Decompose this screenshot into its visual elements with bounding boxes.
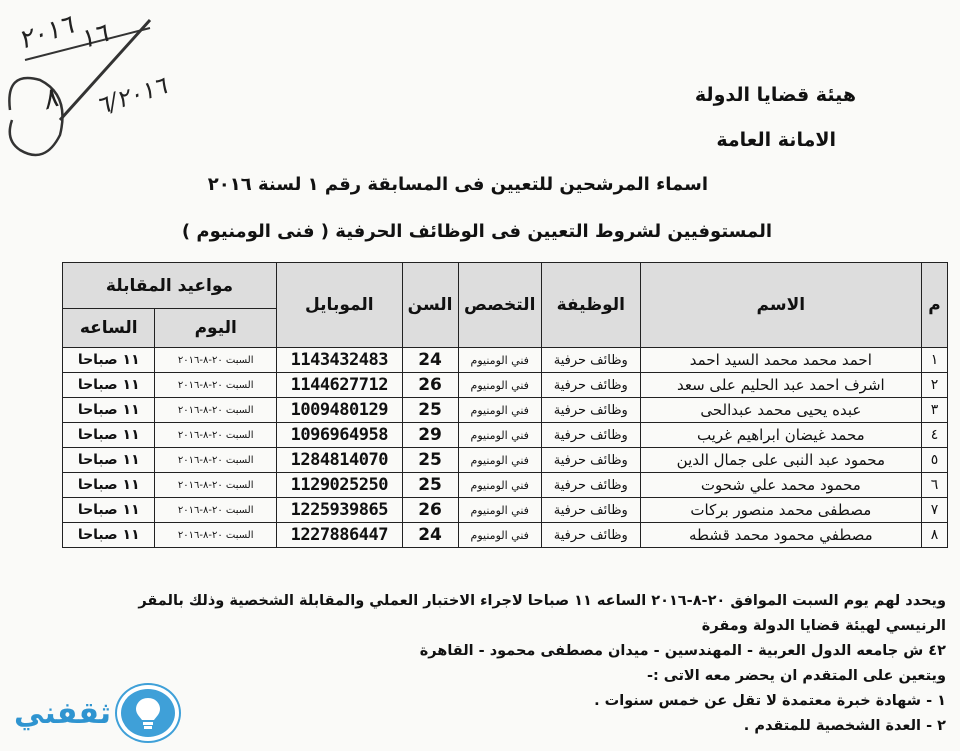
cell-mobile: 1143432483 [276, 348, 402, 373]
cell-name: محمود عبد النبى على جمال الدين [640, 448, 921, 473]
cell-num: ١ [922, 348, 948, 373]
cell-mobile: 1284814070 [276, 448, 402, 473]
cell-num: ٧ [922, 498, 948, 523]
cell-age: 25 [402, 398, 458, 423]
cell-day: السبت ٢٠-٨-٢٠١٦ [155, 473, 277, 498]
note-line-4: ويتعين على المتقدم ان يحضر معه الاتى :- [646, 668, 946, 684]
table-row [63, 473, 948, 498]
cell-spec: فني الومنيوم [458, 473, 541, 498]
cell-name: محمود محمد علي شحوت [640, 473, 921, 498]
cell-day: السبت ٢٠-٨-٢٠١٦ [155, 348, 277, 373]
header-name: الاسم [640, 263, 921, 348]
table-row [63, 423, 948, 448]
cell-time: ١١ صباحا [63, 498, 155, 523]
logo-text: ثقفني [14, 695, 112, 731]
cell-day: السبت ٢٠-٨-٢٠١٦ [155, 448, 277, 473]
note-line-1: ويحدد لهم يوم السبت الموافق ٢٠-٨-٢٠١٦ الساعه ١١ صباحا لاجراء الاختبار العملي والمقابلة الشخصية وذلك بالمقر [138, 593, 946, 609]
cell-age: 26 [402, 373, 458, 398]
lightbulb-glyph [134, 696, 162, 730]
cell-spec: فني الومنيوم [458, 348, 541, 373]
table-row [63, 373, 948, 398]
cell-spec: فني الومنيوم [458, 398, 541, 423]
note-line-3: ٤٢ ش جامعه الدول العربية - المهندسين - ميدان مصطفى محمود - القاهرة [419, 643, 946, 659]
cell-num: ٦ [922, 473, 948, 498]
cell-job: وظائف حرفية [541, 348, 640, 373]
cell-name: اشرف احمد عبد الحليم على سعد [640, 373, 921, 398]
header-spec: التخصص [458, 263, 541, 348]
cell-time: ١١ صباحا [63, 398, 155, 423]
table-row [63, 448, 948, 473]
header-time: الساعه [63, 309, 155, 348]
cell-name: عبده يحيى محمد عبدالحى [640, 398, 921, 423]
cell-time: ١١ صباحا [63, 423, 155, 448]
cell-mobile: 1227886447 [276, 523, 402, 548]
cell-time: ١١ صباحا [63, 373, 155, 398]
cell-mobile: 1096964958 [276, 423, 402, 448]
cell-time: ١١ صباحا [63, 448, 155, 473]
cell-age: 24 [402, 348, 458, 373]
cell-job: وظائف حرفية [541, 448, 640, 473]
cell-name: احمد محمد محمد السيد احمد [640, 348, 921, 373]
note-line-2: الرنيسي لهيئة قضايا الدولة ومقرة [701, 618, 946, 634]
cell-spec: فني الومنيوم [458, 448, 541, 473]
handwriting-line1: ٢٠١٦ [14, 10, 78, 56]
cell-job: وظائف حرفية [541, 373, 640, 398]
cell-mobile: 1144627712 [276, 373, 402, 398]
cell-day: السبت ٢٠-٨-٢٠١٦ [155, 398, 277, 423]
org-name: هيئة قضايا الدولة [694, 84, 856, 106]
cell-mobile: 1009480129 [276, 398, 402, 423]
cell-job: وظائف حرفية [541, 398, 640, 423]
handwriting-line4: ٨ [37, 80, 62, 117]
cell-age: 25 [402, 473, 458, 498]
header-age: السن [402, 263, 458, 348]
table-row [63, 348, 948, 373]
cell-day: السبت ٢٠-٨-٢٠١٦ [155, 423, 277, 448]
lightbulb-icon [117, 685, 179, 741]
handwriting-line3: ٦/٢٠١٦ [92, 71, 171, 121]
document-subtitle: المستوفيين لشروط التعيين فى الوظائف الحرفية ( فنى الومنيوم ) [181, 221, 772, 242]
table-row [63, 523, 948, 548]
cell-age: 26 [402, 498, 458, 523]
cell-day: السبت ٢٠-٨-٢٠١٦ [155, 498, 277, 523]
table-body [63, 348, 948, 548]
cell-mobile: 1129025250 [276, 473, 402, 498]
header-mobile: الموبايل [276, 263, 402, 348]
cell-num: ٥ [922, 448, 948, 473]
cell-spec: فني الومنيوم [458, 498, 541, 523]
cell-num: ٢ [922, 373, 948, 398]
handwritten-annotation [0, 0, 190, 170]
cell-time: ١١ صباحا [63, 523, 155, 548]
header-job: الوظيفة [541, 263, 640, 348]
header-num: م [922, 263, 948, 348]
handwriting-line2: ١٦ [76, 18, 112, 56]
note-line-6: ٢ - العدة الشخصية للمتقدم . [743, 718, 946, 734]
table-row [63, 498, 948, 523]
table-row [63, 398, 948, 423]
dept-name: الامانة العامة [716, 129, 836, 151]
cell-day: السبت ٢٠-٨-٢٠١٦ [155, 373, 277, 398]
cell-spec: فني الومنيوم [458, 523, 541, 548]
document-title: اسماء المرشحين للتعيين فى المسابقة رقم ١ لسنة ٢٠١٦ [207, 174, 708, 195]
cell-job: وظائف حرفية [541, 423, 640, 448]
cell-day: السبت ٢٠-٨-٢٠١٦ [155, 523, 277, 548]
cell-job: وظائف حرفية [541, 523, 640, 548]
cell-age: 29 [402, 423, 458, 448]
cell-spec: فني الومنيوم [458, 423, 541, 448]
cell-mobile: 1225939865 [276, 498, 402, 523]
header-interview: مواعيد المقابلة [63, 263, 277, 309]
cell-num: ٤ [922, 423, 948, 448]
cell-name: محمد غيضان ابراهيم غريب [640, 423, 921, 448]
cell-name: مصطفي محمود محمد قشطه [640, 523, 921, 548]
cell-job: وظائف حرفية [541, 473, 640, 498]
header-day: اليوم [155, 309, 277, 348]
cell-time: ١١ صباحا [63, 348, 155, 373]
cell-age: 24 [402, 523, 458, 548]
cell-age: 25 [402, 448, 458, 473]
note-line-5: ١ - شهادة خبرة معتمدة لا تقل عن خمس سنوات . [594, 693, 946, 709]
cell-job: وظائف حرفية [541, 498, 640, 523]
cell-time: ١١ صباحا [63, 473, 155, 498]
cell-spec: فني الومنيوم [458, 373, 541, 398]
cell-num: ٨ [922, 523, 948, 548]
candidates-table [62, 262, 948, 548]
cell-name: مصطفى محمد منصور بركات [640, 498, 921, 523]
site-logo [14, 684, 210, 742]
cell-num: ٣ [922, 398, 948, 423]
